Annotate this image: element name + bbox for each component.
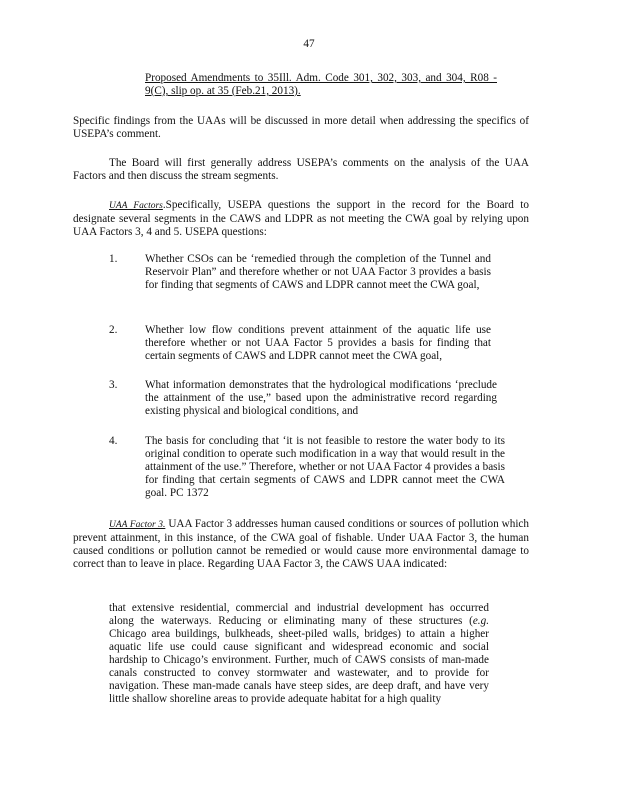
quote-part-2: Chicago area buildings, bulkheads, sheet-piled walls, bridges) to attain a higher aquatic life use could cause significant and widespread economic and social hardship to Chicago’s environment. Further, much of CAWS consists of man-made canals constructed to convey stormwater and wastewater, and to provide for navigation. These man-made canals have steep sides, are deep draft, and have very little shallow shoreline areas to provide adequate habitat for a high quality [109, 628, 489, 705]
paragraph-uaa-factors [73, 199, 529, 239]
paragraph-board: The Board will first generally address USEPA’s comments on the analysis of the UAA Factors and then discuss the stream segments. [73, 157, 529, 182]
uaa-factor-3-text: UAA Factor 3 addresses human caused conditions or sources of pollution which prevent attainment, in this instance, of the CWA goal of fishable. Under UAA Factor 3, the human caused conditions or pollution cannot be remedied or would cause more environmental damage to correct than to leave in place. Regarding UAA Factor 3, the CAWS UAA indicated: [73, 518, 529, 570]
citation-text: Proposed Amendments to 35Ill. Adm. Code 301, 302, 303, and 304, R08 - 9(C), slip op. at 35 (Feb.21, 2013). [145, 72, 497, 97]
list-item: Whether CSOs can be ‘remedied through the completion of the Tunnel and Reservoir Plan” and therefore whether or not UAA Factor 3 provides a basis for finding that segments of CAWS and LDPR cannot meet the CWA goal, [145, 253, 491, 291]
uaa-factors-heading: UAA Factors [109, 201, 163, 211]
list-item: What information demonstrates that the hydrological modifications ‘preclude the attainment of the use,” based upon the administrative record regarding existing physical and biological conditions, and [145, 379, 497, 417]
list-item: Whether low flow conditions prevent attainment of the aquatic life use therefore whether or not UAA Factor 5 provides a basis for finding that certain segments of CAWS and LDPR cannot meet the CWA goal, [145, 324, 491, 362]
block-quote [109, 602, 489, 706]
quote-eg: e.g. [472, 615, 489, 627]
list-item-number: 2. [109, 324, 118, 336]
uaa-factors-intro: .Specifically, USEPA questions the support in the record for the Board to designate several segments in the CAWS and LDPR as not meeting the CWA goal by relying upon UAA Factors 3, 4 and 5. USEPA questions: [73, 199, 529, 238]
paragraph-uaa-factor-3 [73, 518, 529, 571]
quote-part-1: that extensive residential, commercial and industrial development has occurred along the waterways. Reducing or eliminating many of these structures ( [109, 602, 489, 627]
page-number: 47 [303, 38, 315, 50]
list-item-number: 1. [109, 253, 118, 265]
paragraph-findings: Specific findings from the UAAs will be discussed in more detail when addressing the specifics of USEPA’s comment. [73, 115, 529, 140]
list-item: The basis for concluding that ‘it is not feasible to restore the water body to its original condition to operate such modification in a way that would result in the attainment of the use.” Therefore, whether or not UAA Factor 4 provides a basis for finding that certain segments of CAWS and LDPR cannot meet the CWA goal. PC 1372 [145, 435, 505, 499]
uaa-factor-3-heading: UAA Factor 3. [109, 520, 166, 530]
citation [145, 72, 497, 98]
list-item-number: 3. [109, 379, 118, 391]
list-item-number: 4. [109, 435, 118, 447]
